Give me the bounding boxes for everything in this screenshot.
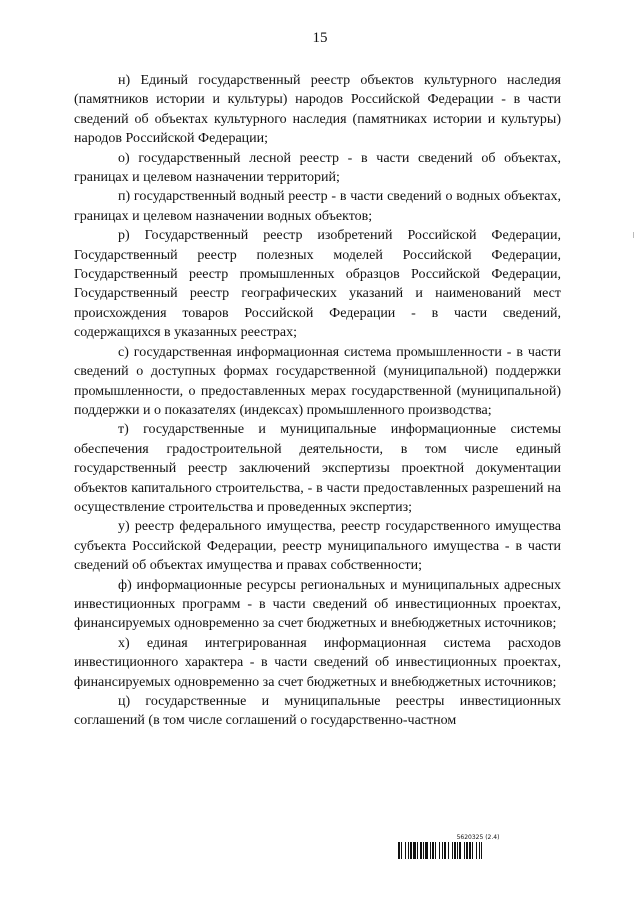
barcode-bar [413, 842, 416, 859]
barcode-bar [410, 842, 412, 859]
barcode-bar [439, 842, 440, 859]
barcode-bar [405, 842, 406, 859]
document-body [74, 71, 561, 731]
barcode-bar [425, 842, 428, 859]
paragraph-o: о) государственный лесной реестр - в части сведений об объектах, границах и целевом назначении территорий; [74, 150, 561, 186]
barcode-bar [481, 842, 482, 859]
barcode-bar [454, 842, 456, 859]
barcode-bar [420, 842, 422, 859]
barcode-bar [417, 842, 418, 859]
barcode-bar [435, 842, 436, 859]
barcode-icon [398, 842, 558, 859]
paragraph-n: н) Единый государственный реестр объектов культурного наследия (памятников истории и культуры) народов Российской Федерации - в части сведений об объектах культурного наследия (памятниках истории и культуры) народов Российской Федерации; [74, 73, 561, 147]
paragraph-ts: ц) государственные и муниципальные реестры инвестиционных соглашений (в том числе соглашений о государственно-частном [74, 694, 561, 729]
barcode-bar [469, 842, 471, 859]
barcode-bar [408, 842, 409, 859]
barcode-bar [430, 842, 431, 859]
barcode-bar [398, 842, 400, 859]
barcode-bar [464, 842, 465, 859]
paragraph-r: р) Государственный реестр изобретений Российской Федерации, Государственный реестр полезных моделей Российской Федерации, Государственный реестр промышленных образцов Российской Федерации, Государственный реестр географических указаний и наименований мест происхождения товаров Российской Федерации - в части сведений, содержащихся в указанных реестрах; [74, 228, 561, 341]
paragraph-u: у) реестр федерального имущества, реестр государственного имущества субъекта Российской Федерации, реестр муниципального имущества - в части сведений об объектах имущества и правах собственности; [74, 519, 561, 574]
page-number: 15 [312, 30, 328, 46]
barcode-bar [423, 842, 424, 859]
barcode-bar [452, 842, 453, 859]
paragraph-p: п) государственный водный реестр - в части сведений о водных объектах, границах и целевом назначении водных объектов; [74, 189, 561, 224]
barcode-bar [444, 842, 446, 859]
barcode-bar [442, 842, 443, 859]
paragraph-f: ф) информационные ресурсы региональных и муниципальных адресных инвестиционных программ - в части сведений об инвестиционных проектах, финансируемых одновременно за счет бюджетных и внебюджетных источников; [74, 577, 561, 632]
barcode-bar [479, 842, 480, 859]
barcode-bar [457, 842, 458, 859]
paragraph-t: т) государственные и муниципальные информационные системы обеспечения градостроительной деятельности, в том числе единый государственный реестр заключений экспертизы проектной документации объектов капитального строительства, - в части предоставленных разрешений на осуществление строительства и проведенных экспертиз; [74, 422, 561, 515]
barcode-bar [459, 842, 461, 859]
scan-artifact [633, 232, 634, 238]
paragraph-kh: х) единая интегрированная информационная система расходов инвестиционного характера - в части сведений об инвестиционных проектах, финансируемых одновременно за счет бюджетных и внебюджетных источников; [74, 635, 561, 690]
paragraph-s: с) государственная информационная система промышленности - в части сведений о доступных формах государственной (муниципальной) поддержки промышленности, о предоставленных мерах государственной (муниципальной) поддержки и о показателях (индексах) промышленного производства; [74, 344, 561, 418]
barcode-bar [401, 842, 402, 859]
barcode-block [398, 834, 558, 860]
barcode-bar [466, 842, 468, 859]
barcode-code: 5620325 (2.4) [456, 834, 500, 841]
barcode-bar [432, 842, 434, 859]
barcode-bar [448, 842, 449, 859]
barcode-bar [476, 842, 477, 859]
barcode-bar [472, 842, 473, 859]
